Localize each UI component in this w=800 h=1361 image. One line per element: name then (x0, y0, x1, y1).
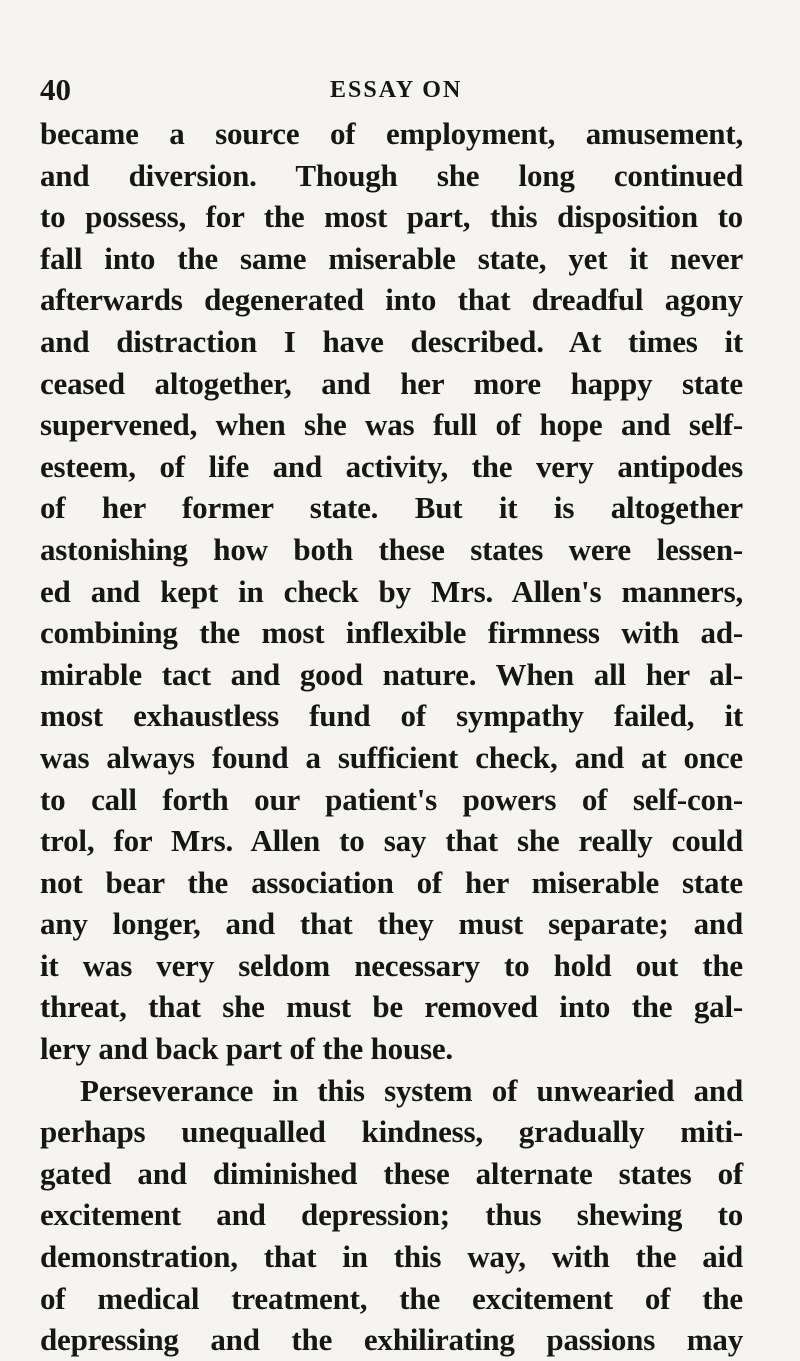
text-line: ceased altogether, and her more happy state (40, 365, 743, 401)
text-line: not bear the association of her miserable state (40, 864, 743, 900)
page-number: 40 (40, 72, 71, 107)
running-head (40, 70, 740, 110)
text-line: most exhaustless fund of sympathy failed, it (40, 698, 743, 734)
text-line: ed and kept in check by Mrs. Allen's manners, (40, 573, 743, 609)
text-line: afterwards degenerated into that dreadful agony (40, 282, 743, 318)
text-line: fall into the same miserable state, yet it never (40, 240, 743, 276)
text-line: lery and back part of the house. (40, 1031, 453, 1067)
text-line: perhaps unequalled kindness, gradually miti- (40, 1114, 743, 1150)
text-line: esteem, of life and activity, the very antipodes (40, 448, 743, 484)
text-line: was always found a sufficient check, and at once (40, 739, 743, 775)
text-line: of her former state. But it is altogether (40, 490, 743, 526)
text-line: to possess, for the most part, this disposition to (40, 199, 743, 235)
text-line: of medical treatment, the excitement of the (40, 1280, 743, 1316)
text-line: astonishing how both these states were lessen- (40, 531, 743, 567)
running-head-title: ESSAY ON (330, 77, 463, 103)
text-line: gated and diminished these alternate states of (40, 1155, 743, 1191)
text-line: and distraction I have described. At times it (40, 323, 743, 359)
text-line: and diversion. Though she long continued (40, 157, 743, 193)
text-line: supervened, when she was full of hope and self- (40, 407, 743, 443)
body-text (40, 113, 743, 1361)
text-line: any longer, and that they must separate; and (40, 906, 743, 942)
text-line: to call forth our patient's powers of self-con- (40, 781, 743, 817)
text-line: became a source of employment, amusement, (40, 116, 743, 151)
text-line: combining the most inflexible firmness with ad- (40, 615, 743, 651)
text-line: mirable tact and good nature. When all her al- (40, 656, 743, 692)
text-line: demonstration, that in this way, with the aid (40, 1239, 743, 1275)
text-line: excitement and depression; thus shewing to (40, 1197, 743, 1233)
text-line: threat, that she must be removed into the gal- (40, 989, 743, 1025)
text-line: depressing and the exhilirating passions may (40, 1322, 743, 1358)
text-line: it was very seldom necessary to hold out the (40, 947, 743, 983)
text-line: Perseverance in this system of unwearied and (80, 1072, 743, 1108)
text-line: trol, for Mrs. Allen to say that she really could (40, 823, 743, 859)
